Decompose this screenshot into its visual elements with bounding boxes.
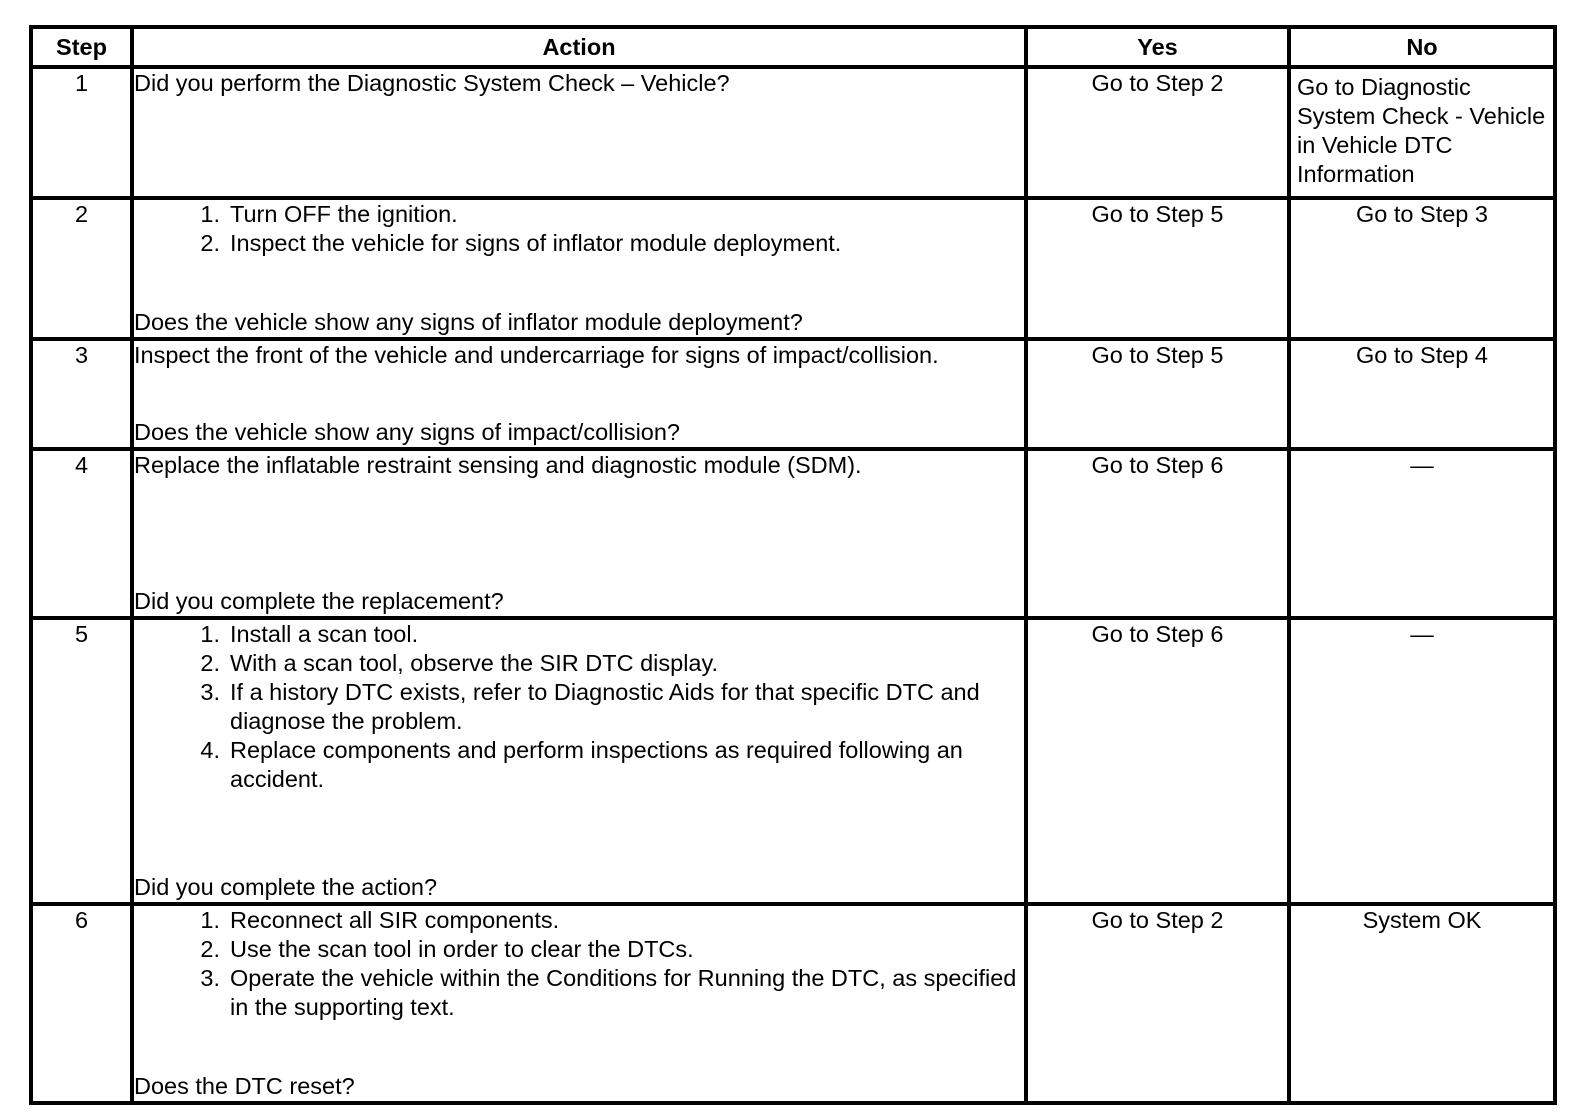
list-item: 3. If a history DTC exists, refer to Diagnostic Aids for that specific DTC and diagnose the problem.	[200, 679, 980, 735]
instruction-list	[134, 906, 1024, 1022]
action-question: Does the vehicle show any signs of impact/collision?	[134, 419, 680, 446]
instruction-list	[134, 620, 1024, 794]
action-cell	[132, 67, 1026, 198]
action-text: Replace the inflatable restraint sensing and diagnostic module (SDM).	[134, 452, 862, 479]
step-number: 6	[31, 904, 132, 1103]
action-cell	[132, 198, 1026, 338]
header-action: Action	[132, 27, 1026, 67]
header-yes: Yes	[1026, 27, 1289, 67]
yes-cell: Go to Step 6	[1026, 618, 1289, 904]
list-item: 3. Operate the vehicle within the Conditions for Running the DTC, as specified in the supporting text.	[200, 965, 1017, 1021]
action-question: Does the vehicle show any signs of inflator module deployment?	[134, 308, 803, 335]
list-item: 1. Turn OFF the ignition.	[200, 201, 458, 228]
no-cell: Go to Step 4	[1289, 339, 1555, 450]
step-number: 1	[31, 67, 132, 198]
no-cell: Go to Step 3	[1289, 198, 1555, 338]
list-item: 2. With a scan tool, observe the SIR DTC display.	[200, 650, 719, 677]
list-item: 2. Inspect the vehicle for signs of inflator module deployment.	[200, 230, 842, 257]
table-row	[31, 449, 1555, 618]
yes-cell: Go to Step 5	[1026, 198, 1289, 338]
no-cell: —	[1289, 449, 1555, 618]
action-cell	[132, 618, 1026, 904]
no-cell: Go to Diagnostic System Check - Vehicle in Vehicle DTC Information	[1289, 67, 1555, 198]
no-cell: —	[1289, 618, 1555, 904]
table-row	[31, 904, 1555, 1103]
instruction-list	[134, 200, 1024, 258]
table-row	[31, 198, 1555, 338]
action-text: Inspect the front of the vehicle and undercarriage for signs of impact/collision.	[134, 341, 939, 368]
list-item: 1. Reconnect all SIR components.	[200, 907, 560, 934]
action-question: Does the DTC reset?	[134, 1073, 355, 1099]
action-text: Did you perform the Diagnostic System Check – Vehicle?	[134, 70, 730, 96]
table-row	[31, 339, 1555, 450]
table-row	[31, 67, 1555, 198]
yes-cell: Go to Step 2	[1026, 67, 1289, 198]
step-number: 4	[31, 449, 132, 618]
diagnostic-table	[29, 25, 1557, 1105]
action-cell	[132, 449, 1026, 618]
step-number: 2	[31, 198, 132, 338]
table-row	[31, 618, 1555, 904]
list-item: 1. Install a scan tool.	[200, 621, 419, 648]
list-item: 2. Use the scan tool in order to clear the DTCs.	[200, 936, 694, 963]
step-number: 5	[31, 618, 132, 904]
header-step: Step	[31, 27, 132, 67]
header-no: No	[1289, 27, 1555, 67]
yes-cell: Go to Step 2	[1026, 904, 1289, 1103]
step-number: 3	[31, 339, 132, 450]
header-row	[31, 27, 1555, 67]
list-item: 4. Replace components and perform inspections as required following an accident.	[200, 737, 963, 793]
action-cell	[132, 904, 1026, 1103]
action-question: Did you complete the replacement?	[134, 588, 504, 615]
action-question: Did you complete the action?	[134, 874, 438, 901]
action-cell	[132, 339, 1026, 450]
no-cell: System OK	[1289, 904, 1555, 1103]
yes-cell: Go to Step 5	[1026, 339, 1289, 450]
yes-cell: Go to Step 6	[1026, 449, 1289, 618]
